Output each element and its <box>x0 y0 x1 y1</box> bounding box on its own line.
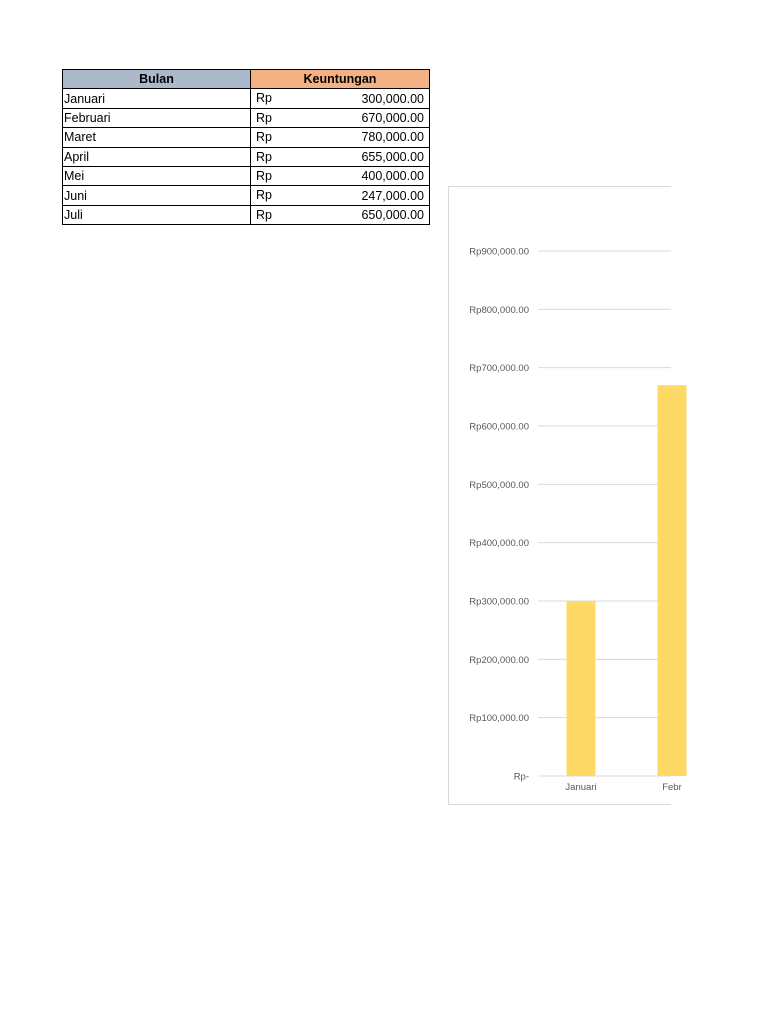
profit-value: 655,000.00 <box>361 149 424 164</box>
cell-profit[interactable] <box>251 205 430 224</box>
currency-symbol: Rp <box>256 207 272 222</box>
header-keuntungan[interactable]: Keuntungan <box>251 70 430 89</box>
bar-februari[interactable] <box>658 385 687 776</box>
table-row <box>63 128 430 147</box>
cell-month[interactable]: Februari <box>63 108 251 127</box>
currency-symbol: Rp <box>256 110 272 125</box>
cell-month[interactable]: Januari <box>63 89 251 108</box>
y-tick-label: Rp400,000.00 <box>469 538 529 550</box>
profit-value: 650,000.00 <box>361 207 424 222</box>
cell-month[interactable]: April <box>63 147 251 166</box>
currency-symbol: Rp <box>256 168 272 183</box>
table-row <box>63 147 430 166</box>
y-tick-label: Rp500,000.00 <box>469 479 529 491</box>
currency-symbol: Rp <box>256 130 272 145</box>
cell-month[interactable]: Maret <box>63 128 251 147</box>
bar-chart <box>449 187 682 804</box>
table-body <box>63 89 430 225</box>
y-tick-label: Rp300,000.00 <box>469 596 529 608</box>
profit-value: 247,000.00 <box>361 188 424 203</box>
chart-area[interactable] <box>448 186 682 805</box>
cell-month[interactable]: Juni <box>63 186 251 205</box>
table-row <box>63 166 430 185</box>
cell-month[interactable]: Juli <box>63 205 251 224</box>
cell-profit[interactable] <box>251 166 430 185</box>
profit-value: 400,000.00 <box>361 169 424 184</box>
table-row <box>63 89 430 108</box>
currency-symbol: Rp <box>256 188 272 203</box>
cell-month[interactable]: Mei <box>63 166 251 185</box>
bar-januari[interactable] <box>567 601 596 776</box>
cell-profit[interactable] <box>251 128 430 147</box>
profit-value: 670,000.00 <box>361 110 424 125</box>
table-header-row <box>63 70 430 89</box>
x-tick-label: Febr <box>662 782 682 793</box>
table-row <box>63 186 430 205</box>
currency-symbol: Rp <box>256 149 272 164</box>
table-row <box>63 205 430 224</box>
y-tick-label: Rp700,000.00 <box>469 363 529 375</box>
y-tick-label: Rp100,000.00 <box>469 713 529 725</box>
y-tick-label: Rp- <box>513 771 529 783</box>
profit-value: 780,000.00 <box>361 130 424 145</box>
currency-symbol: Rp <box>256 91 272 106</box>
data-table <box>62 69 430 225</box>
y-tick-label: Rp600,000.00 <box>469 421 529 433</box>
cell-profit[interactable] <box>251 186 430 205</box>
x-tick-label: Januari <box>565 782 597 793</box>
header-bulan[interactable]: Bulan <box>63 70 251 89</box>
cell-profit[interactable] <box>251 147 430 166</box>
y-tick-label: Rp900,000.00 <box>469 246 529 258</box>
cell-profit[interactable] <box>251 108 430 127</box>
y-tick-label: Rp200,000.00 <box>469 654 529 666</box>
y-tick-label: Rp800,000.00 <box>469 304 529 316</box>
table-row <box>63 108 430 127</box>
profit-value: 300,000.00 <box>361 91 424 106</box>
cell-profit[interactable] <box>251 89 430 108</box>
